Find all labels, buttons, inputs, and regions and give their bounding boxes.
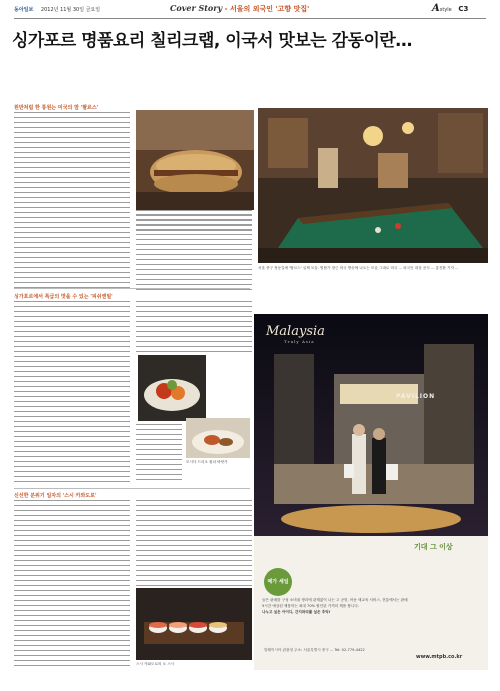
page-tag — [432, 3, 468, 14]
ad-logo — [266, 324, 325, 344]
dish-photo-1 — [138, 355, 206, 421]
dish-caption-1: 모시다 드리오 원녀 바닷가 — [186, 460, 228, 464]
section-divider-1 — [14, 288, 250, 289]
ad-note-1: 들은 판매를 구성 소비권 생리에 관계없이 나는 고 공항, 어둥 새교육 서비스, 전통에서는 판매 — [262, 598, 408, 602]
header-rule — [14, 18, 486, 19]
ad-logo-text: Malaysia — [266, 324, 325, 339]
mall-sign: PAVILION — [396, 393, 436, 400]
ad-note-2: 5시간 예상된 제품하는 최대 70% 할인된 가격의 제품 합니다. — [262, 604, 359, 608]
article-column-5 — [14, 500, 130, 668]
ad-tagline: 기대 그 이상 — [414, 543, 453, 551]
sushi-photo — [136, 588, 252, 660]
burger-photo — [136, 110, 254, 210]
ad-contact: 말레이시아 관광청 주소: 서울특별시 중구 ... Tel: 02-779-4422 — [264, 648, 365, 652]
ad-info-panel — [254, 536, 488, 670]
masthead — [14, 6, 100, 13]
section-title-2: 싱가포르에서 특급의 맛을 수 있는 '피쉬앤빌' — [14, 294, 113, 300]
article-column-4b — [136, 424, 182, 482]
page-headline: 싱가포르 명품요리 칠리크랩, 이국서 맛보는 감동이란… — [12, 31, 412, 51]
article-column-3 — [14, 301, 130, 483]
issue-date: 2012년 11월 30일 금요일 — [40, 7, 101, 13]
dish-photo-2 — [186, 418, 250, 458]
dish-caption-2: 스시 카와도로의 오 스시 — [136, 662, 175, 666]
style-word: style — [439, 7, 452, 13]
article-column-1 — [14, 112, 130, 290]
page-number: C3 — [458, 5, 469, 13]
malaysia-ad — [254, 314, 488, 670]
section-name: Cover Story — [170, 3, 223, 13]
billiard-bar-photo — [258, 108, 488, 263]
ad-logo-sub: Truly Asia — [284, 339, 315, 344]
style-letter: A — [432, 3, 440, 14]
section-title-3: 신선한 분위기 일자의 '스시 카와도로' — [14, 493, 97, 499]
ad-url[interactable]: www.mtpb.co.kr — [416, 654, 463, 660]
mega-sale-badge: 메가 세일 — [264, 568, 292, 596]
article-column-6 — [136, 500, 252, 586]
ad-note-3: 나누고 실은 아이디, 간지파리를 실은 추억! — [262, 610, 331, 614]
section-divider-2 — [14, 488, 250, 489]
photo-caption: 서울 중구 정동길에 '팔르스' 실제 모습. 힙합가 장근 미국 방송에 나오는 모습 그대로 미국 ... 외국인 대상 음식 ... 홍진환 기자 ... — [258, 266, 459, 270]
section-header — [170, 3, 309, 14]
article-column-4 — [136, 301, 252, 353]
article-column-2b — [136, 214, 252, 290]
section-title-1: 원반처럼 한 통원는 미국의 맘 '팔르스' — [14, 105, 99, 111]
newspaper-brand: 동아일보 — [14, 7, 34, 13]
section-subtitle: - 서울의 외국인 '고향 맛집' — [224, 5, 310, 13]
